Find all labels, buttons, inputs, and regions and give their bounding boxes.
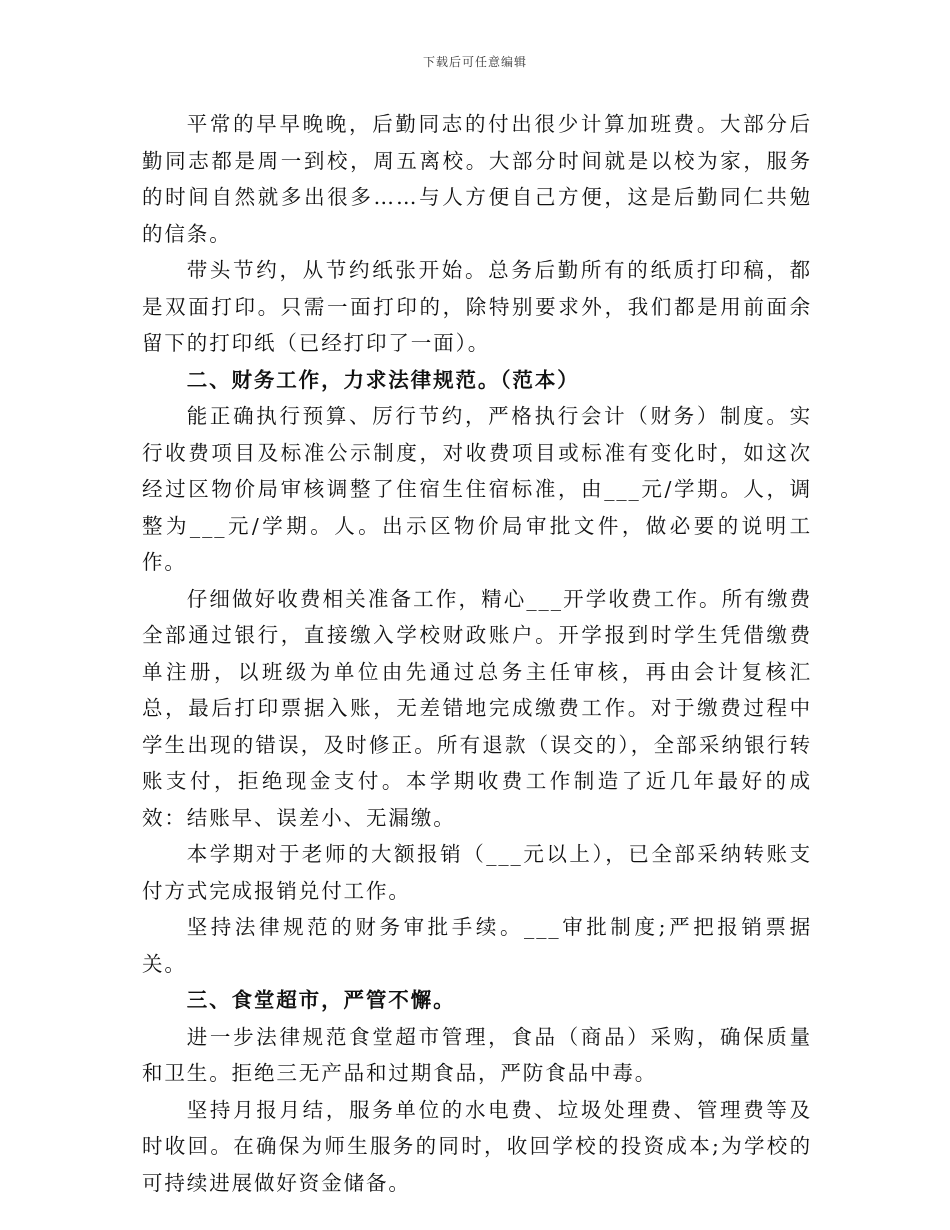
paragraph-overtime: 平常的早早晚晚，后勤同志的付出很少计算加班费。大部分后勤同志都是周一到校，周五离校。大部分时间就是以校为家，服务的时间自然就多出很多……与人方便自己方便，这是后勤同仁共勉的信条。 bbox=[142, 112, 812, 246]
section-heading-finance: 二、财务工作，力求法律规范。（范本） bbox=[186, 367, 580, 392]
paragraph-paper-saving: 带头节约，从节约纸张开始。总务后勤所有的纸质打印稿，都是双面打印。只需一面打印的，除特别要求外，我们都是用前面余留下的打印纸（已经打印了一面）。 bbox=[142, 258, 812, 355]
section-heading-canteen: 三、食堂超市，严管不懈。 bbox=[186, 988, 456, 1012]
paragraph-food-safety: 进一步法律规范食堂超市管理，食品（商品）采购，确保质量和卫生。拒绝三无产品和过期食品，严防食品中毒。 bbox=[142, 1024, 812, 1085]
document-body bbox=[142, 106, 812, 1201]
paragraph-reimbursement: 本学期对于老师的大额报销（___元以上），已全部采纳转账支付方式完成报销兑付工作。 bbox=[142, 842, 812, 903]
paragraph-approval: 坚持法律规范的财务审批手续。___审批制度;严把报销票据关。 bbox=[142, 915, 812, 976]
paragraph-fee-collection: 仔细做好收费相关准备工作，精心___开学收费工作。所有缴费全部通过银行，直接缴入学校财政账户。开学报到时学生凭借缴费单注册，以班级为单位由先通过总务主任审核，再由会计复核汇总，最后打印票据入账，无差错地完成缴费工作。对于缴费过程中学生出现的错误，及时修正。所有退款（误交的），全部采纳银行转账支付，拒绝现金支付。本学期收费工作制造了近几年最好的成效：结账早、误差小、无漏缴。 bbox=[142, 586, 812, 830]
page-header-note: 下载后可任意编辑 bbox=[422, 55, 527, 69]
paragraph-budget: 能正确执行预算、厉行节约，严格执行会计（财务）制度。实行收费项目及标准公示制度，对收费项目或标准有变化时，如这次经过区物价局审核调整了住宿生住宿标准，由___元/学期。人，调整为___元/学期。人。出示区物价局审批文件，做必要的说明工作。 bbox=[142, 404, 812, 574]
paragraph-monthly-settlement: 坚持月报月结，服务单位的水电费、垃圾处理费、管理费等及时收回。在确保为师生服务的同时，收回学校的投资成本;为学校的可持续进展做好资金储备。 bbox=[142, 1097, 812, 1195]
